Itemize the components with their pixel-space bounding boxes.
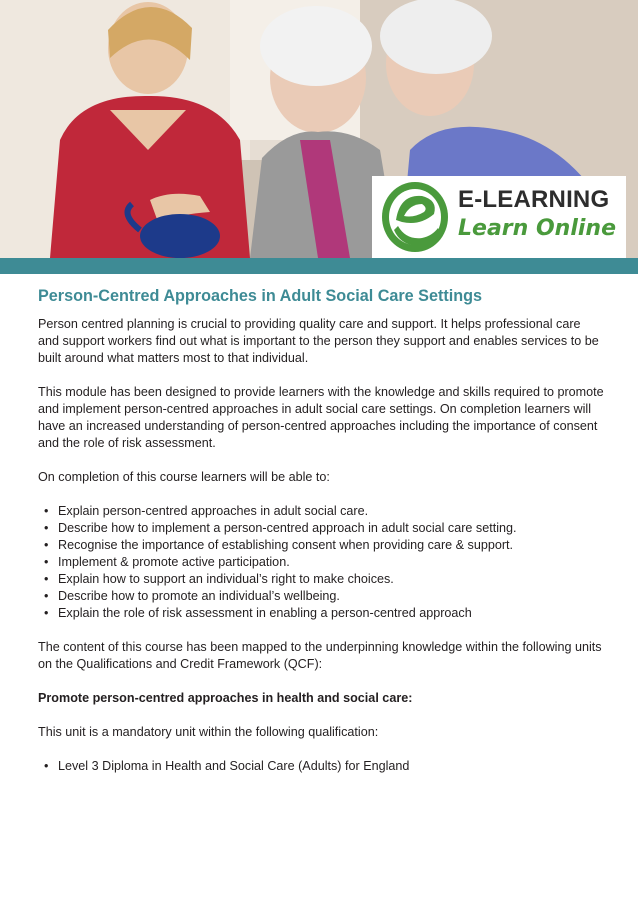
list-item-text: Describe how to promote an individual’s wellbeing. [58,589,340,603]
logo-title: E-LEARNING [458,186,610,213]
page-title: Person-Centred Approaches in Adult Social Care Settings [38,287,483,305]
list-item [38,554,604,571]
list-item [38,758,604,775]
list-item [38,537,604,554]
e-learning-logo [372,176,626,258]
bullet-icon: • [44,504,49,518]
logo-subtitle: Learn Online [458,216,616,241]
list-item-text: Recognise the importance of establishing consent when providing care & support. [58,538,514,552]
list-item-text: Level 3 Diploma in Health and Social Care (Adults) for England [58,759,410,773]
intro-paragraph-1: Person centred planning is crucial to providing quality care and support. It helps professional care and support workers find out what is important to the person they support and enables services to be built around what matters most to that individual. [38,317,599,365]
bullet-icon: • [44,606,49,620]
bullet-icon: • [44,572,49,586]
list-item [38,588,604,605]
e-logo-icon [380,180,450,254]
course-description [38,286,604,792]
bullet-icon: • [44,521,49,535]
unit-note: This unit is a mandatory unit within the following qualification: [38,725,379,739]
bullet-icon: • [44,555,49,569]
list-item-text: Implement & promote active participation. [58,555,290,569]
list-item [38,503,604,520]
unit-title: Promote person-centred approaches in health and social care: [38,691,413,705]
list-item-text: Describe how to implement a person-centred approach in adult social care setting. [58,521,517,535]
bullet-icon: • [44,589,49,603]
list-item [38,571,604,588]
outcomes-intro: On completion of this course learners will be able to: [38,470,330,484]
list-item-text: Explain person-centred approaches in adult social care. [58,504,369,518]
list-item [38,605,604,622]
list-item-text: Explain the role of risk assessment in enabling a person-centred approach [58,606,472,620]
bullet-icon: • [44,538,49,552]
learning-outcomes-list [38,503,604,622]
list-item [38,520,604,537]
qualifications-list [38,758,604,775]
mapping-paragraph: The content of this course has been mapped to the underpinning knowledge within the following units on the Qualifications and Credit Framework (QCF): [38,640,602,671]
header-band [0,258,638,274]
intro-paragraph-2: This module has been designed to provide learners with the knowledge and skills required to promote and implement person-centred approaches in adult social care settings. On completion learners will have an increased understanding of person-centred approaches including the importance of consent and the role of risk assessment. [38,385,604,450]
list-item-text: Explain how to support an individual’s right to make choices. [58,572,394,586]
bullet-icon: • [44,759,49,773]
